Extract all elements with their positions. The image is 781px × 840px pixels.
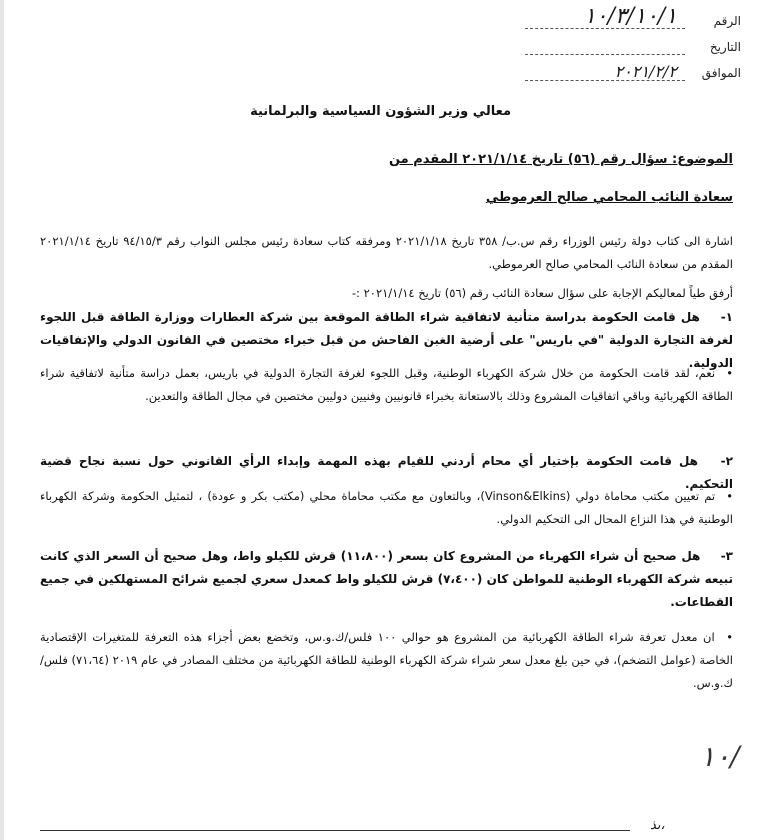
question-1-number: ١-	[720, 310, 733, 324]
header-hijri-row	[491, 60, 741, 86]
intro-attachment-line: أرفق طياً لمعاليكم الإجابة على سؤال سعادة النائب رقم (٥٦) تاريخ ٢٠٢١/١/١٤ :-	[351, 286, 733, 300]
date-label: التاريخ	[709, 40, 741, 54]
answer-2-text: تم تعيين مكتب محاماة دولي (Vinson&Elkins)، وبالتعاون مع مكتب محاماة محلي (مكتب بكر و عودة) ، لتمثيل الحكومة وشركة الكهرباء الوطنية في هذا النزاع المحال الى التحكيم الدولي.	[40, 489, 733, 526]
question-2-text: هل قامت الحكومة بإختيار أي محام أردني للقيام بهذه المهمة وإبداء الرأي القانوني حول نسبة نجاح قضية التحكيم.	[40, 454, 733, 491]
number-value: ١٠/٣/١٠/١	[583, 4, 677, 29]
number-label: الرقم	[713, 14, 741, 28]
question-1-text: هل قامت الحكومة بدراسة متأنية لاتفاقية شراء الطاقة الموقعة بين شركة العطارات ووزارة الطاقة قبل اللجوء لغرفة التجارة الدولية "في باريس" على أرضية الغبن الفاحش من قبل خبراء مختصين في القانون الدولي والإتفاقيات الدولية.	[40, 310, 733, 370]
header-number-row	[491, 4, 741, 34]
answer-2	[40, 485, 733, 531]
footer-mark: ىذ،	[650, 818, 665, 833]
hijri-label: الموافق	[701, 66, 741, 80]
footer-rule	[40, 830, 630, 831]
hijri-value: ٢٠٢١/٢/٢	[614, 62, 677, 81]
answer-3-text: ان معدل تعرفة شراء الطاقة الكهربائية من المشروع هو حوالي ١٠٠ فلس/ك.و.س، وتخضع بعض أجزاء هذه التعرفة للمتغيرات الإقتصادية الخاصة (عوامل التضخم)، في حين بلغ معدل سعر شراء شركة الكهرباء الوطنية للطاقة الكهربائية من مختلف المصادر في عام ٢٠١٩ (٧١،٦٤) فلس/ك.و.س.	[40, 630, 733, 690]
answer-1-text: نعم، لقد قامت الحكومة من خلال شركة الكهرباء الوطنية، وقبل اللجوء لغرفة التجارة الدولية في باريس، بعمل دراسة متأنية لاتفاقية شراء الطاقة الكهربائية وباقي اتفاقيات المشروع وذلك بالاستعانة بخبراء قانونيين وفنيين دوليين مختصين في مجال الطاقة والتعدين.	[40, 366, 733, 403]
date-line	[525, 54, 685, 55]
question-3-text: هل صحيح أن شراء الكهرباء من المشروع كان بسعر (١١،٨٠٠) قرش للكيلو واط، وهل صحيح أن السعر الذي كانت تبيعه شركة الكهرباء الوطنية للمواطن كان (٧،٤٠٠) قرش للكيلو واط كمعدل سعري لجميع شرائح المستهلكين في جميع القطاعات.	[40, 549, 733, 609]
subject-line: الموضوع: سؤال رقم (٥٦) تاريخ ٢٠٢١/١/١٤ المقدم من	[388, 152, 733, 167]
bullet-icon: •	[726, 489, 733, 503]
header-date-row	[491, 34, 741, 60]
scan-edge	[0, 0, 4, 840]
question-3-number: ٣-	[720, 549, 733, 563]
question-2-number: ٢-	[720, 454, 733, 468]
handwritten-page-note: ١٠/	[700, 740, 740, 773]
mp-name: سعادة النائب المحامي صالح العرموطي	[485, 190, 733, 205]
bullet-icon: •	[726, 366, 734, 380]
question-3	[40, 545, 733, 614]
letter-header	[491, 4, 741, 86]
answer-1	[40, 362, 733, 408]
bullet-icon: •	[726, 630, 733, 644]
intro-paragraph: اشارة الى كتاب دولة رئيس الوزراء رقم س.ب/ ٣٥٨ تاريخ ٢٠٢١/١/١٨ ومرفقه كتاب سعادة رئيس مجلس النواب رقم ٩٤/١٥/٣ تاريخ ٢٠٢١/١/١٤ المقدم من سعادة النائب المحامي صالح العرموطي.	[40, 234, 733, 271]
addressee: معالي وزير الشؤون السياسية والبرلمانية	[250, 104, 511, 119]
answer-3	[40, 626, 733, 695]
